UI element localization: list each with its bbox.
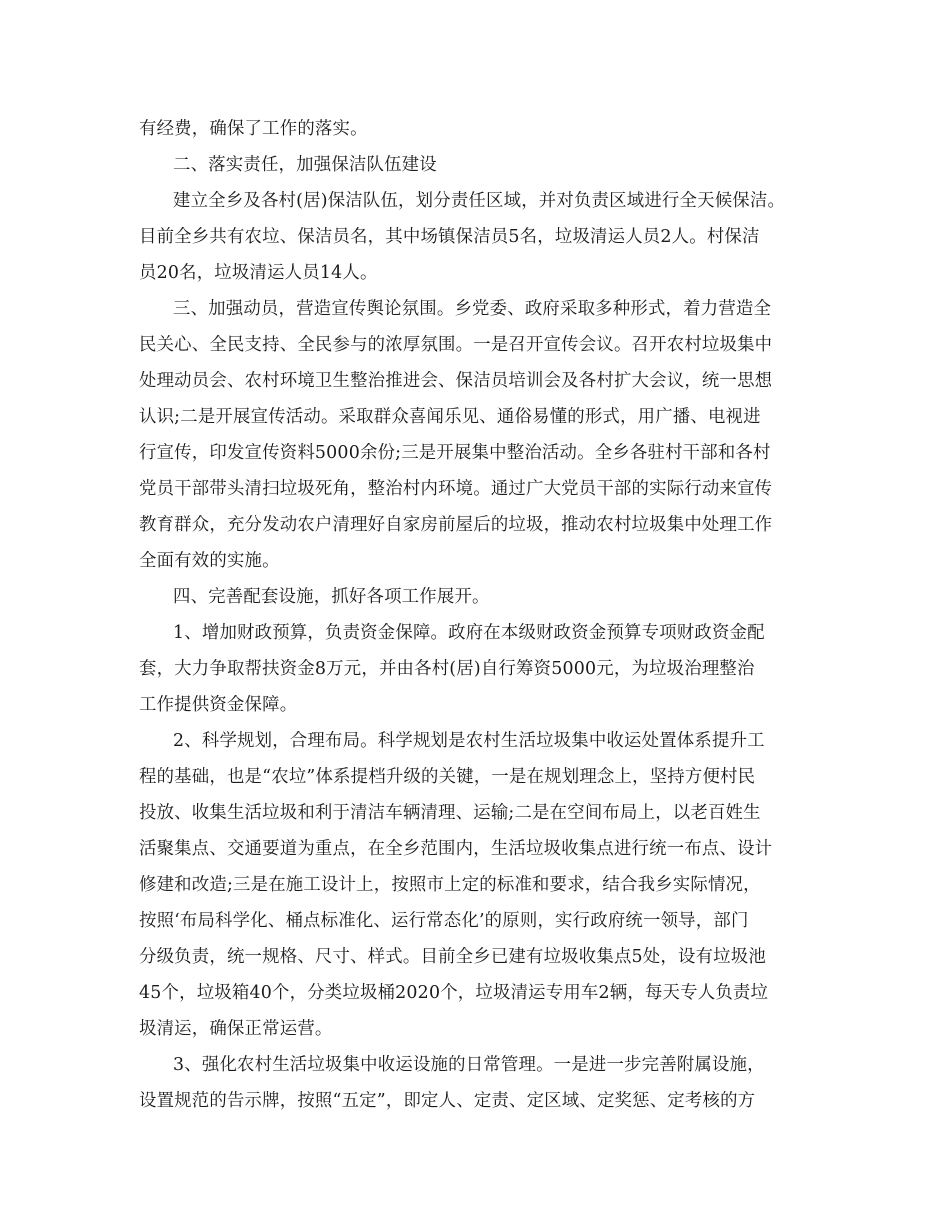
document-body [139,111,819,1119]
text-line: 行宣传，印发宣传资料5000余份;三是开展集中整治活动。全乡各驻村干部和各村 [139,443,771,463]
text-line: 圾清运，确保正常运营。 [139,1019,333,1039]
text-line: 1、增加财政预算，负责资金保障。政府在本级财政资金预算专项财政资金配 [173,623,765,643]
text-line: 分级负责，统一规格、尺寸、样式。目前全乡已建有垃圾收集点5处，设有垃圾池 [139,947,766,967]
text-line: 2、科学规划，合理布局。科学规划是农村生活垃圾集中收运处置体系提升工 [173,731,765,751]
text-line: 全面有效的实施。 [139,551,280,571]
text-line: 认识;二是开展宣传活动。采取群众喜闻乐见、通俗易懂的形式，用广播、电视进 [139,407,761,427]
text-line: 修建和改造;三是在施工设计上，按照市上定的标准和要求，结合我乡实际情况， [139,875,761,895]
text-line: 处理动员会、农村环境卫生整治推进会、保洁员培训会及各村扩大会议，统一思想 [139,371,773,391]
text-line: 有经费，确保了工作的落实。 [139,119,368,139]
text-line: 设置规范的告示牌，按照“五定”，即定人、定责、定区域、定奖惩、定考核的方 [139,1091,756,1111]
text-line: 按照‘布局科学化、桶点标准化、运行常态化’的原则，实行政府统一领导，部门 [139,911,749,931]
text-line: 员20名，垃圾清运人员14人。 [139,263,378,283]
text-line: 教育群众，充分发动农户清理好自家房前屋后的垃圾，推动农村垃圾集中处理工作 [139,515,773,535]
text-line: 党员干部带头清扫垃圾死角，整治村内环境。通过广大党员干部的实际行动来宣传 [139,479,773,499]
text-line: 3、强化农村生活垃圾集中收运设施的日常管理。一是进一步完善附属设施， [173,1055,765,1075]
text-line: 程的基础，也是“农垃”体系提档升级的关键，一是在规划理念上，坚持方便村民 [139,767,756,787]
text-line: 工作提供资金保障。 [139,695,298,715]
text-line: 活聚集点、交通要道为重点，在全乡范围内，生活垃圾收集点进行统一布点、设计 [139,839,773,859]
section-heading: 三、加强动员，营造宣传舆论氛围。乡党委、政府采取多种形式，着力营造全 [173,299,772,319]
text-line: 建立全乡及各村(居)保洁队伍，划分责任区域，并对负责区域进行全天候保洁。 [173,191,786,211]
text-line: 套，大力争取帮扶资金8万元，并由各村(居)自行筹资5000元，为垃圾治理整治 [139,659,755,679]
text-line: 投放、收集生活垃圾和利于清洁车辆清理、运输;二是在空间布局上，以老百姓生 [139,803,761,823]
text-line: 45个，垃圾箱40个，分类垃圾桶2020个，垃圾清运专用车2辆，每天专人负责垃 [139,983,769,1003]
text-line: 目前全乡共有农垃、保洁员名，其中场镇保洁员5名，垃圾清运人员2人。村保洁 [139,227,760,247]
section-heading: 二、落实责任，加强保洁队伍建设 [173,155,437,175]
text-line: 民关心、全民支持、全民参与的浓厚氛围。一是召开宣传会议。召开农村垃圾集中 [139,335,773,355]
section-heading: 四、完善配套设施，抓好各项工作展开。 [173,587,490,607]
